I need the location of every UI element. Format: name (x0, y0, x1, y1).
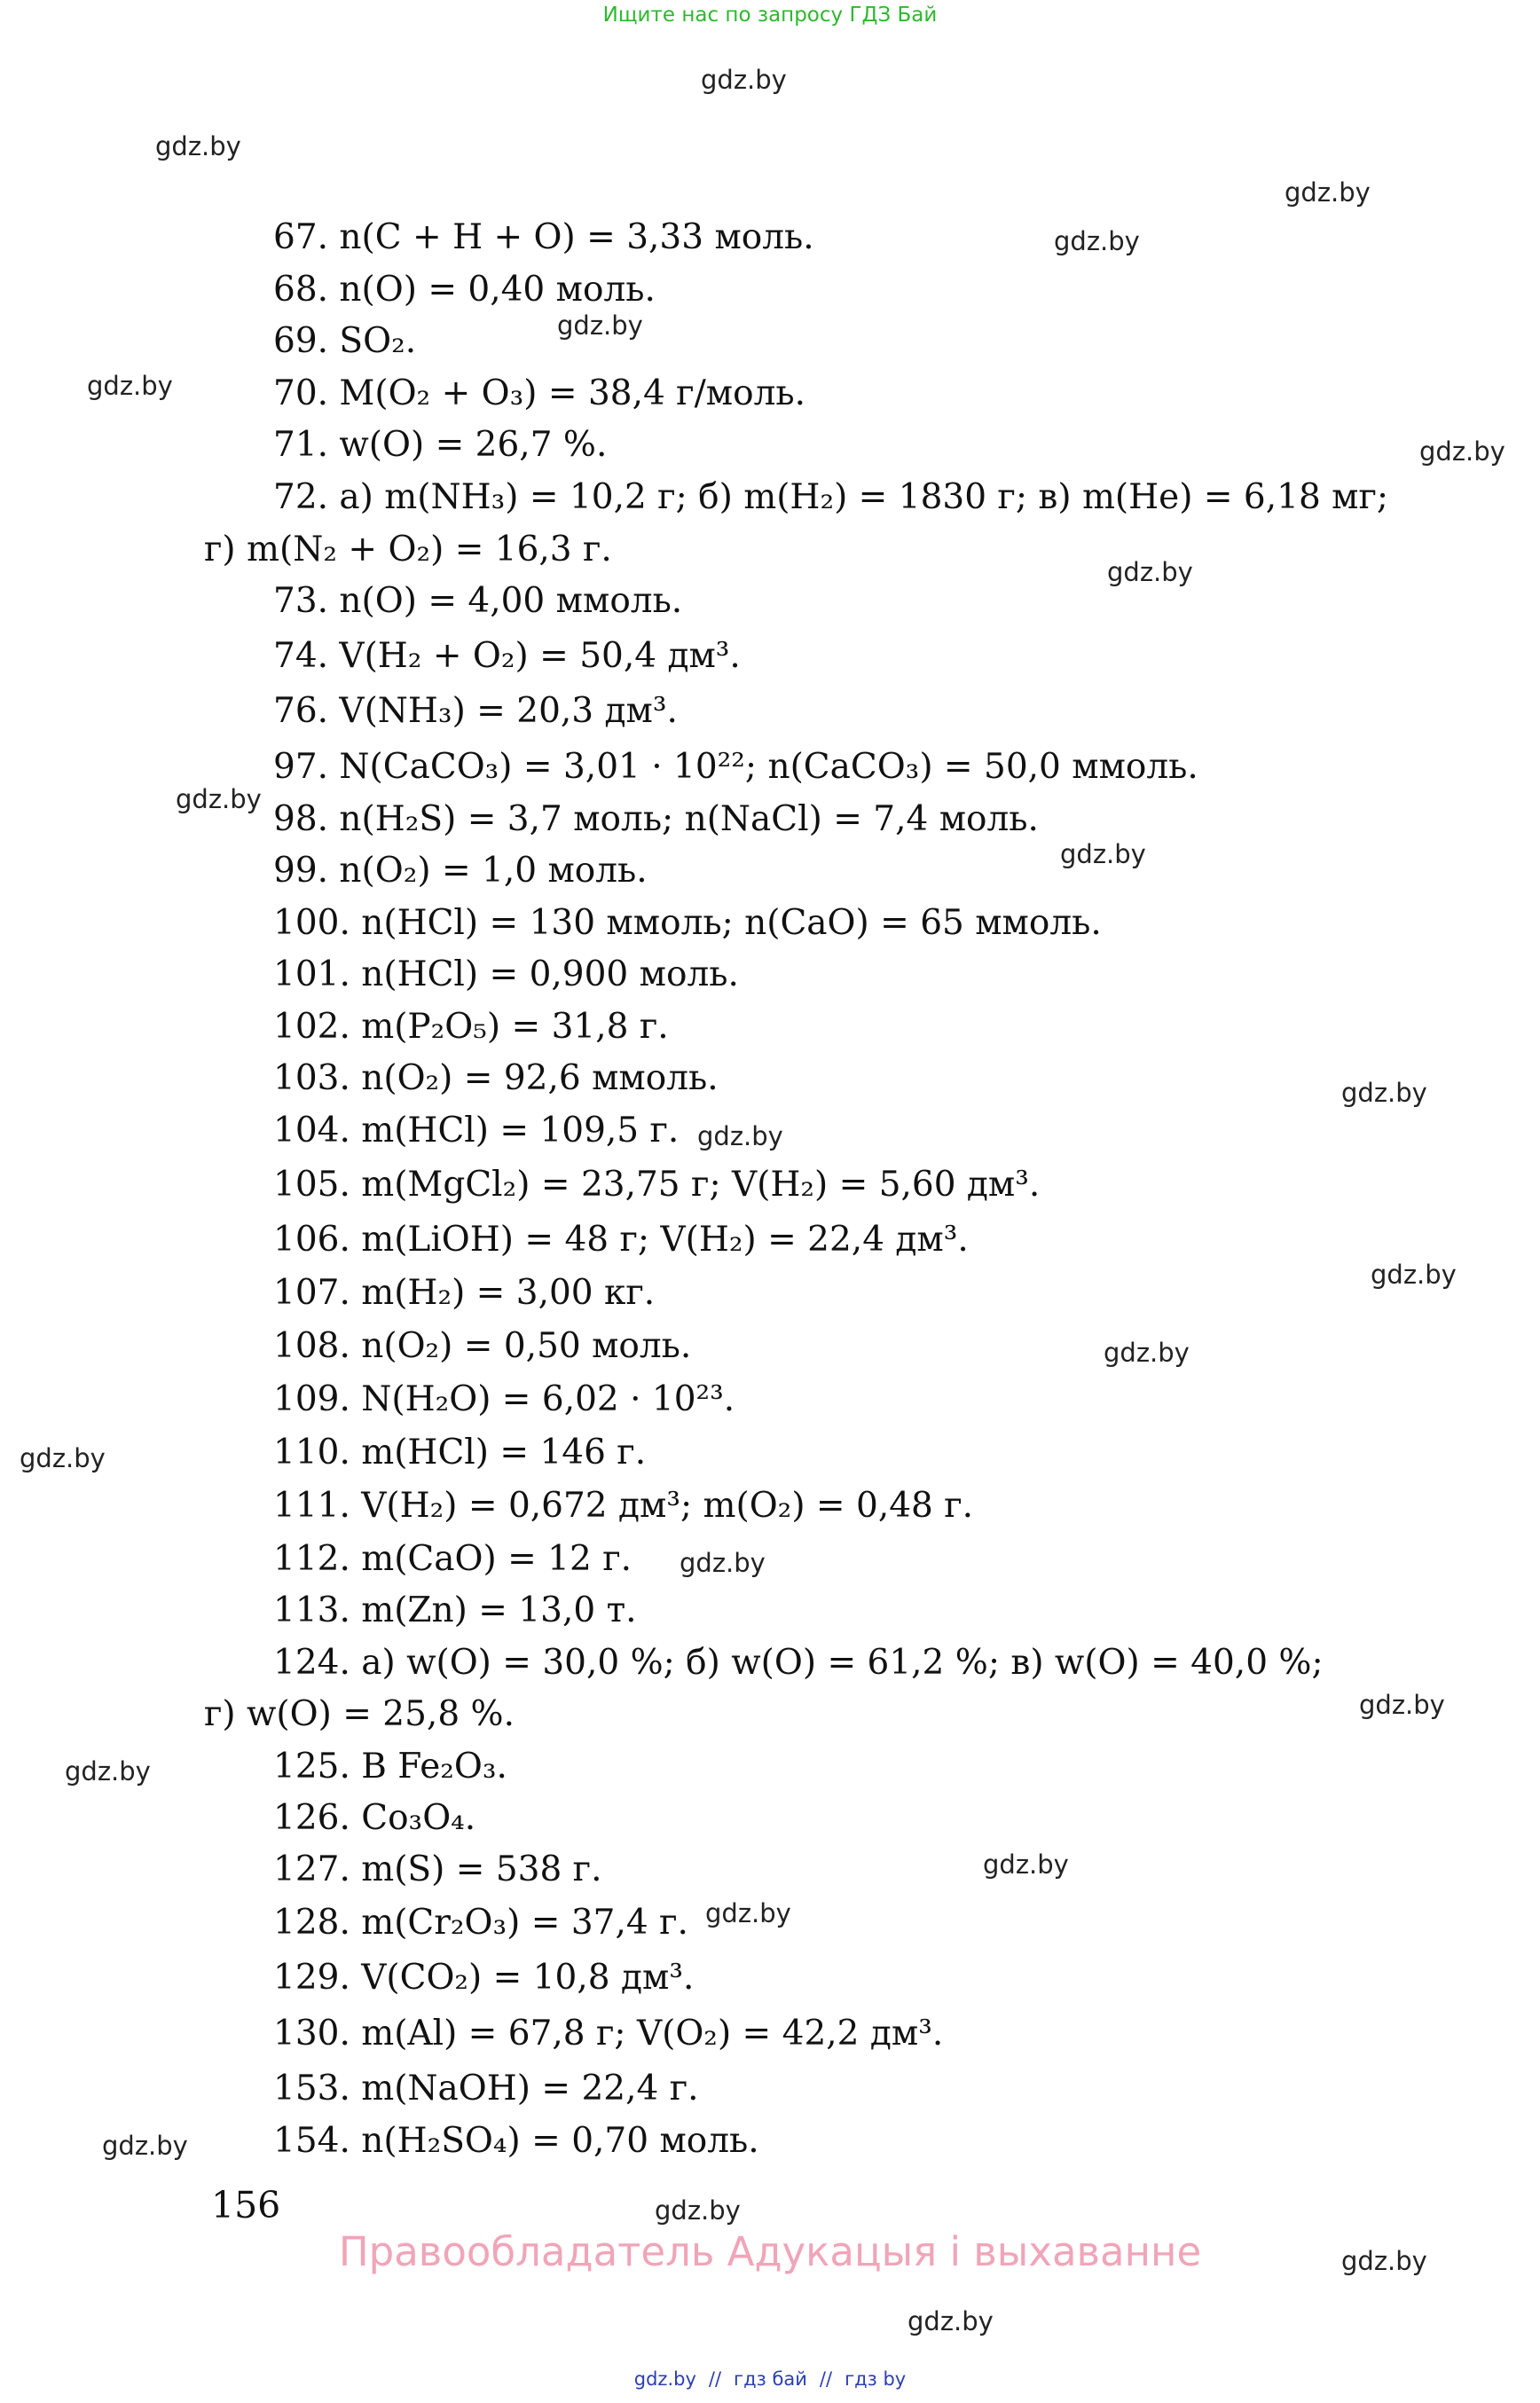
watermark: gdz.by (908, 2306, 994, 2336)
answer-line: 98. n(H₂S) = 3,7 моль; n(NaCl) = 7,4 моль. (273, 799, 1039, 839)
answer-line: 154. n(H₂SO₄) = 0,70 моль. (273, 2121, 759, 2161)
answer-line: 126. Co₃O₄. (273, 1798, 476, 1838)
watermark: gdz.by (701, 65, 787, 95)
answer-line: 104. m(HCl) = 109,5 г. (273, 1111, 680, 1150)
watermark: gdz.by (1104, 1338, 1190, 1368)
answer-line: 130. m(Al) = 67,8 г; V(O₂) = 42,2 дм³. (273, 2014, 944, 2054)
answer-line: 99. n(O₂) = 1,0 моль. (273, 851, 648, 891)
footer-links (0, 2368, 1540, 2390)
answer-line: 106. m(LiOH) = 48 г; V(H₂) = 22,4 дм³. (273, 1220, 969, 1260)
answer-line: 70. M(O₂ + O₃) = 38,4 г/моль. (273, 373, 805, 413)
watermark: gdz.by (65, 1756, 151, 1787)
watermark: gdz.by (1359, 1690, 1445, 1720)
watermark: gdz.by (705, 1898, 791, 1928)
answer-line: 102. m(P₂O₅) = 31,8 г. (273, 1007, 669, 1047)
watermark: gdz.by (1341, 1078, 1427, 1108)
answer-line: 73. n(O) = 4,00 ммоль. (273, 581, 683, 621)
watermark: gdz.by (155, 131, 241, 161)
answer-line: г) w(O) = 25,8 %. (204, 1694, 515, 1734)
watermark: gdz.by (655, 2195, 741, 2226)
watermark: gdz.by (102, 2131, 188, 2161)
answer-line: 113. m(Zn) = 13,0 т. (273, 1590, 637, 1630)
footer-link-gdz-by[interactable]: gdz.by (633, 2368, 696, 2390)
answer-line: 112. m(CaO) = 12 г. (273, 1539, 632, 1579)
answer-line: 69. SO₂. (273, 321, 417, 361)
answer-line: 124. а) w(O) = 30,0 %; б) w(O) = 61,2 %; в) w(O) = 40,0 %; (273, 1643, 1324, 1683)
answer-line: 100. n(HCl) = 130 ммоль; n(CaO) = 65 ммоль. (273, 903, 1102, 943)
watermark: gdz.by (1054, 226, 1140, 256)
footer-link-gdz-by-cyr[interactable]: гдз by (845, 2368, 907, 2390)
watermark: gdz.by (1285, 177, 1371, 208)
page-number: 156 (211, 2184, 281, 2226)
answer-line: 110. m(HCl) = 146 г. (273, 1433, 647, 1472)
answer-line: 76. V(NH₃) = 20,3 дм³. (273, 691, 678, 731)
watermark: gdz.by (20, 1443, 106, 1473)
answer-line: 97. N(CaCO₃) = 3,01 · 10²²; n(CaCO₃) = 50,0 ммоль. (273, 747, 1198, 787)
answer-line: 125. В Fe₂O₃. (273, 1747, 507, 1787)
watermark: gdz.by (1107, 557, 1193, 587)
watermark: gdz.by (983, 1849, 1069, 1880)
watermark: gdz.by (1419, 436, 1505, 467)
answer-line: 105. m(MgCl₂) = 23,75 г; V(H₂) = 5,60 дм³. (273, 1165, 1041, 1205)
answer-line: 111. V(H₂) = 0,672 дм³; m(O₂) = 0,48 г. (273, 1486, 974, 1526)
answer-line: 109. N(H₂O) = 6,02 · 10²³. (273, 1379, 735, 1419)
watermark: gdz.by (1060, 839, 1146, 869)
answer-line: 101. n(HCl) = 0,900 моль. (273, 954, 739, 994)
watermark: gdz.by (557, 310, 643, 341)
answer-line: 68. n(O) = 0,40 моль. (273, 270, 656, 310)
answer-line: 129. V(CO₂) = 10,8 дм³. (273, 1958, 695, 1998)
answer-line: 108. n(O₂) = 0,50 моль. (273, 1326, 692, 1366)
watermark: gdz.by (1371, 1260, 1457, 1290)
answer-line: 74. V(H₂ + O₂) = 50,4 дм³. (273, 636, 741, 676)
watermark: gdz.by (87, 371, 173, 401)
answer-line: 71. w(O) = 26,7 %. (273, 425, 608, 465)
watermark: gdz.by (697, 1121, 783, 1151)
footer-link-gdz-bai[interactable]: гдз бай (734, 2368, 807, 2390)
answer-line: 107. m(H₂) = 3,00 кг. (273, 1273, 656, 1313)
watermark: gdz.by (1341, 2246, 1427, 2276)
answer-line: 128. m(Cr₂O₃) = 37,4 г. (273, 1903, 688, 1943)
answer-line: 72. а) m(NH₃) = 10,2 г; б) m(H₂) = 1830 г; в) m(He) = 6,18 мг; (273, 477, 1389, 517)
footer-separator: // (819, 2368, 833, 2390)
watermark: gdz.by (680, 1548, 766, 1578)
answer-line: 67. n(C + H + O) = 3,33 моль. (273, 217, 814, 257)
answer-line: 127. m(S) = 538 г. (273, 1849, 602, 1889)
copyright-holder: Правообладатель Адукацыя і выхаванне (338, 2228, 1202, 2275)
footer-separator: // (708, 2368, 722, 2390)
answer-line: г) m(N₂ + O₂) = 16,3 г. (204, 530, 612, 569)
answer-line: 103. n(O₂) = 92,6 ммоль. (273, 1058, 719, 1098)
search-banner: Ищите нас по запросу ГДЗ Бай (602, 4, 938, 27)
answer-line: 153. m(NaOH) = 22,4 г. (273, 2069, 699, 2109)
watermark: gdz.by (176, 784, 262, 814)
